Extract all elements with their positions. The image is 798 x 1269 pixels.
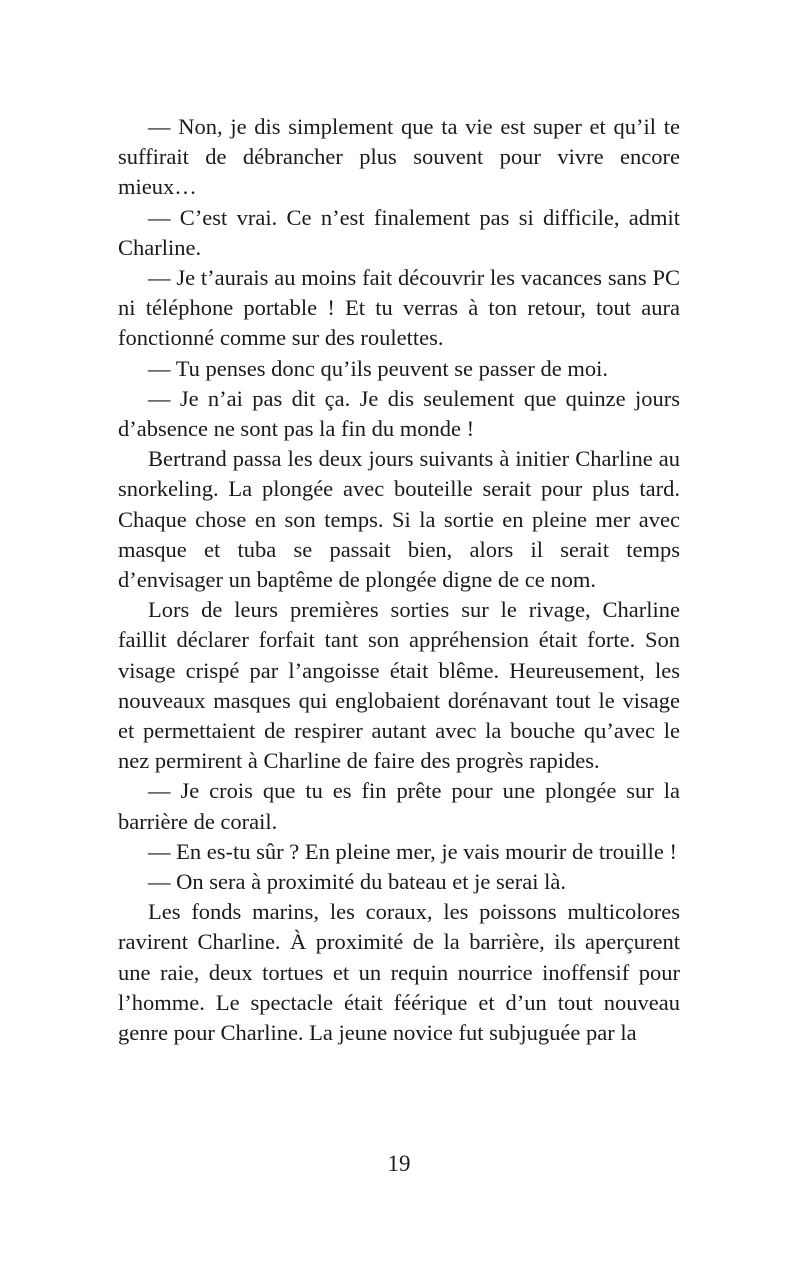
paragraph: — Je n’ai pas dit ça. Je dis seulement que quinze jours d’absence ne sont pas la fin du monde ! [118,385,680,442]
paragraph: — En es-tu sûr ? En pleine mer, je vais mourir de trouille ! [148,838,677,864]
book-page-body [118,112,680,1048]
paragraph: Lors de leurs premières sorties sur le rivage, Charline faillit déclarer forfait tant son appréhension était forte. Son visage crispé par l’angoisse était blême. Heureusement, les nouveaux masques qui englobaient dorénavant tout le visage et permettaient de respirer autant avec la bouche qu’avec le nez permirent à Charline de faire des progrès rapides. [118,597,680,774]
paragraph: — Je t’aurais au moins fait découvrir les vacances sans PC ni téléphone portable ! Et tu verras à ton retour, tout aura fonctionné comme sur des roulettes. [118,265,680,351]
page-number: 19 [387,1151,411,1176]
paragraph: — Tu penses donc qu’ils peuvent se passer de moi. [148,355,608,381]
paragraph: Bertrand passa les deux jours suivants à initier Charline au snorkeling. La plongée avec bouteille serait pour plus tard. Chaque chose en son temps. Si la sortie en pleine mer avec masque et tuba se passait bien, alors il serait temps d’envisager un baptême de plongée digne de ce nom. [118,446,680,593]
paragraph: — C’est vrai. Ce n’est finalement pas si difficile, admit Charline. [118,204,680,260]
paragraph: Les fonds marins, les coraux, les poissons multicolores ravirent Charline. À proximité de la barrière, ils aperçurent une raie, deux tortues et un requin nourrice inoffensif pour l’homme. Le spectacle était féérique et d’un tout nouveau genre pour Charline. La jeune novice fut subjuguée par la [118,899,680,1046]
paragraph: — Je crois que tu es fin prête pour une plongée sur la barrière de corail. [118,778,680,834]
paragraph: — Non, je dis simplement que ta vie est super et qu’il te suffirait de débrancher plus souvent pour vivre encore mieux… [118,114,680,200]
paragraph: — On sera à proximité du bateau et je serai là. [148,869,566,895]
